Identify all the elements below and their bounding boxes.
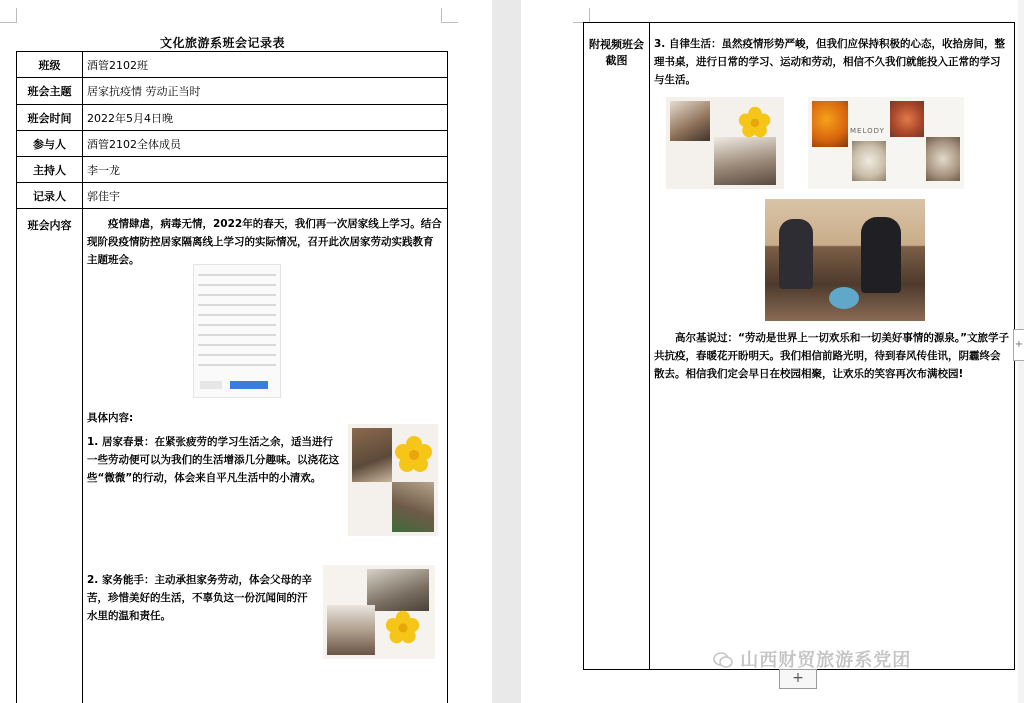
label-recorder: 记录人 — [17, 183, 83, 209]
document-page-2 — [521, 0, 1024, 703]
gorky-quote-paragraph: 高尔基说过：“劳动是世界上一切欢乐和一切美好事情的源泉。”文旅学子共抗疫，春暖花开盼明天。我们相信前路光明，待到春风传佳讯，阴霾终会散去。相信我们定会早日在校园相聚，让欢乐的笑容再次布满校园! — [654, 332, 1010, 380]
value-class[interactable]: 酒管2102班 — [83, 52, 448, 78]
family-photo — [765, 199, 925, 321]
melody-caption: MELODY — [850, 127, 885, 135]
label-participants: 参与人 — [17, 131, 83, 157]
plus-icon: + — [792, 670, 804, 686]
side-expand-button[interactable] — [1013, 329, 1024, 361]
record-table — [16, 51, 448, 703]
flower-sticker-icon — [394, 434, 434, 474]
flower-sticker-icon — [738, 105, 772, 139]
screenshot-content-cell[interactable] — [650, 23, 1015, 670]
video-screenshot-table — [583, 22, 1015, 670]
crop-mark — [441, 8, 458, 23]
value-topic[interactable]: 居家抗疫情 劳动正当时 — [83, 78, 448, 105]
housework-photo — [323, 565, 435, 659]
label-topic: 班会主题 — [17, 78, 83, 105]
self-discipline-photo-collage — [666, 97, 784, 189]
crop-mark — [573, 8, 590, 23]
value-host[interactable]: 李一龙 — [83, 157, 448, 183]
item-2-text: 2. 家务能手：主动承担家务劳动，体会父母的辛苦，珍惜美好的生活，不辜负这一份沉闻间的汗水里的温和责任。 — [87, 574, 312, 622]
label-video-screenshots: 附视频班会截图 — [584, 23, 650, 670]
specific-heading: 具体内容: — [87, 412, 134, 424]
value-participants[interactable]: 酒管2102全体成员 — [83, 131, 448, 157]
label-time: 班会时间 — [17, 105, 83, 131]
content-cell[interactable] — [83, 209, 448, 703]
plus-icon: + — [1014, 339, 1024, 350]
value-time[interactable]: 2022年5月4日晚 — [83, 105, 448, 131]
food-photo-collage — [808, 97, 964, 189]
document-page-1 — [0, 0, 492, 703]
document-title: 文化旅游系班会记录表 — [160, 36, 286, 50]
label-content: 班会内容 — [17, 209, 83, 703]
item-3-text: 3. 自律生活：虽然疫情形势严峻，但我们应保持积极的心态，收拾房间，整理书桌，进行日常的学习、运动和劳动，相信不久我们就能投入正常的学习与生活。 — [654, 38, 1005, 86]
label-host: 主持人 — [17, 157, 83, 183]
crop-mark — [0, 8, 17, 23]
watermark-text: 山西财贸旅游系党团 — [740, 650, 912, 671]
watering-flowers-photo — [348, 424, 438, 536]
item-1-text: 1. 居家春景：在紧张疲劳的学习生活之余，适当进行一些劳动便可以为我们的生活增添几分趣味。以浇花这些“微微”的行动，体会来自平凡生活中的小清欢。 — [87, 436, 339, 484]
flower-sticker-icon — [385, 609, 421, 645]
value-recorder[interactable]: 郭佳宇 — [83, 183, 448, 209]
add-page-button[interactable] — [779, 669, 817, 689]
wechat-icon — [713, 652, 733, 668]
participant-list-screenshot — [193, 264, 281, 398]
intro-paragraph: 疫情肆虐，病毒无情，2022年的春天，我们再一次居家线上学习。结合现阶段疫情防控居家隔离线上学习的实际情况，召开此次居家劳动实践教育主题班会。 — [87, 218, 442, 266]
label-class: 班级 — [17, 52, 83, 78]
watermark — [713, 646, 911, 672]
